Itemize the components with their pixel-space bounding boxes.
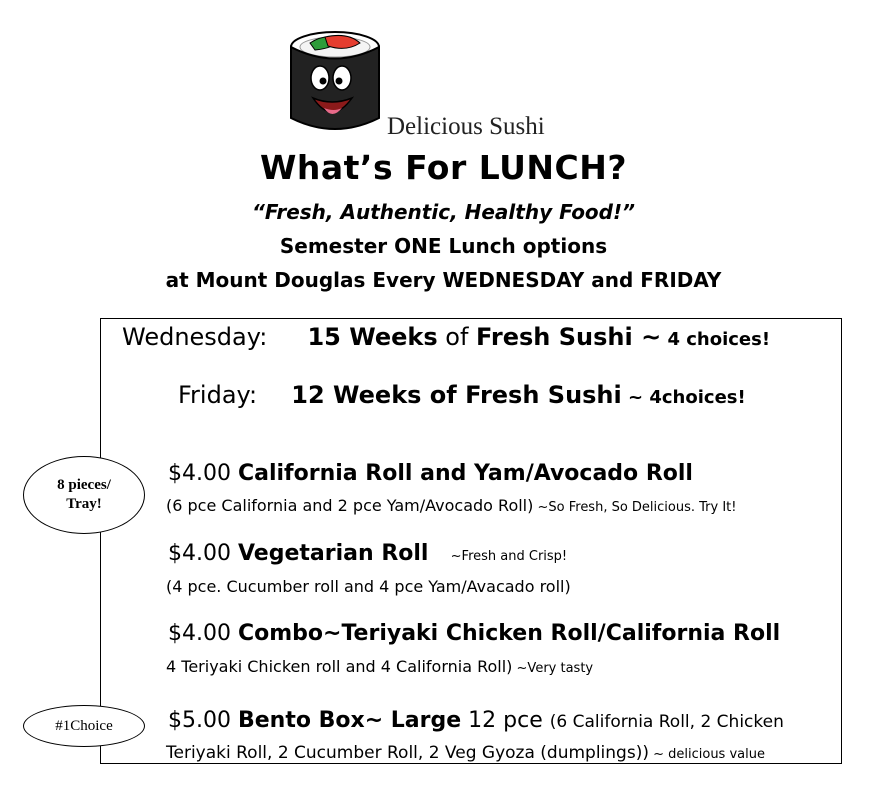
friday-label: Friday: <box>178 381 258 409</box>
item-note: ~Fresh and Crisp! <box>450 549 568 564</box>
item-note: ~So Fresh, So Delicious. Try It! <box>533 500 737 515</box>
item-detail: (6 California Roll, 2 Chicken <box>549 712 784 732</box>
page-title: What’s For LUNCH? <box>260 148 627 187</box>
menu-item <box>168 621 780 646</box>
wednesday-weeks: 15 Weeks <box>307 323 438 351</box>
item-name: Bento Box~ Large <box>237 708 462 733</box>
friday-text: 12 Weeks of Fresh Sushi <box>291 381 622 409</box>
first-choice-bubble: #1Choice <box>23 705 145 747</box>
item-price: $5.00 <box>168 708 238 733</box>
tray-bubble-line2: Tray! <box>66 496 102 512</box>
item-price: $4.00 <box>168 461 238 486</box>
sushi-mascot-icon <box>280 28 390 138</box>
menu-item <box>168 461 693 486</box>
item-detail-line <box>166 577 571 596</box>
wednesday-choices: 4 choices! <box>661 329 771 350</box>
tray-bubble-line1: 8 pieces/ <box>57 477 111 493</box>
item-detail: (4 pce. Cucumber roll and 4 pce Yam/Avacado roll) <box>166 577 571 596</box>
wednesday-label: Wednesday: <box>122 323 268 351</box>
wednesday-of: of <box>437 323 477 351</box>
item-detail: (6 pce California and 2 pce Yam/Avocado Roll) <box>166 496 534 515</box>
brand-name: Delicious Sushi <box>387 113 545 140</box>
item-detail: Teriyaki Roll, 2 Cucumber Roll, 2 Veg Gyoza (dumplings)) <box>166 743 649 763</box>
item-detail-line <box>166 496 737 515</box>
menu-item <box>168 708 784 733</box>
item-name: California Roll and Yam/Avocado Roll <box>237 461 693 486</box>
menu-item <box>168 541 567 566</box>
item-note: ~Very tasty <box>512 661 594 676</box>
item-detail-line <box>166 743 765 763</box>
schedule-text: at Mount Douglas Every WEDNESDAY and FRIDAY <box>165 268 722 292</box>
item-detail: 4 Teriyaki Chicken roll and 4 California Roll) <box>166 657 513 676</box>
item-detail-line <box>166 657 593 676</box>
item-size: 12 pce <box>461 708 550 733</box>
item-price: $4.00 <box>168 541 238 566</box>
tagline: “Fresh, Authentic, Healthy Food!” <box>252 200 635 224</box>
tray-bubble <box>23 456 145 534</box>
item-note: ~ delicious value <box>648 747 765 762</box>
subtitle: Semester ONE Lunch options <box>279 234 608 258</box>
item-name: Vegetarian Roll <box>237 541 429 566</box>
item-name: Combo~Teriyaki Chicken Roll/California Roll <box>237 621 781 646</box>
wednesday-line <box>122 323 770 351</box>
item-price: $4.00 <box>168 621 238 646</box>
friday-choices: ~ 4choices! <box>621 387 746 408</box>
wednesday-fresh: Fresh Sushi ~ <box>476 323 662 351</box>
friday-line <box>178 381 746 409</box>
